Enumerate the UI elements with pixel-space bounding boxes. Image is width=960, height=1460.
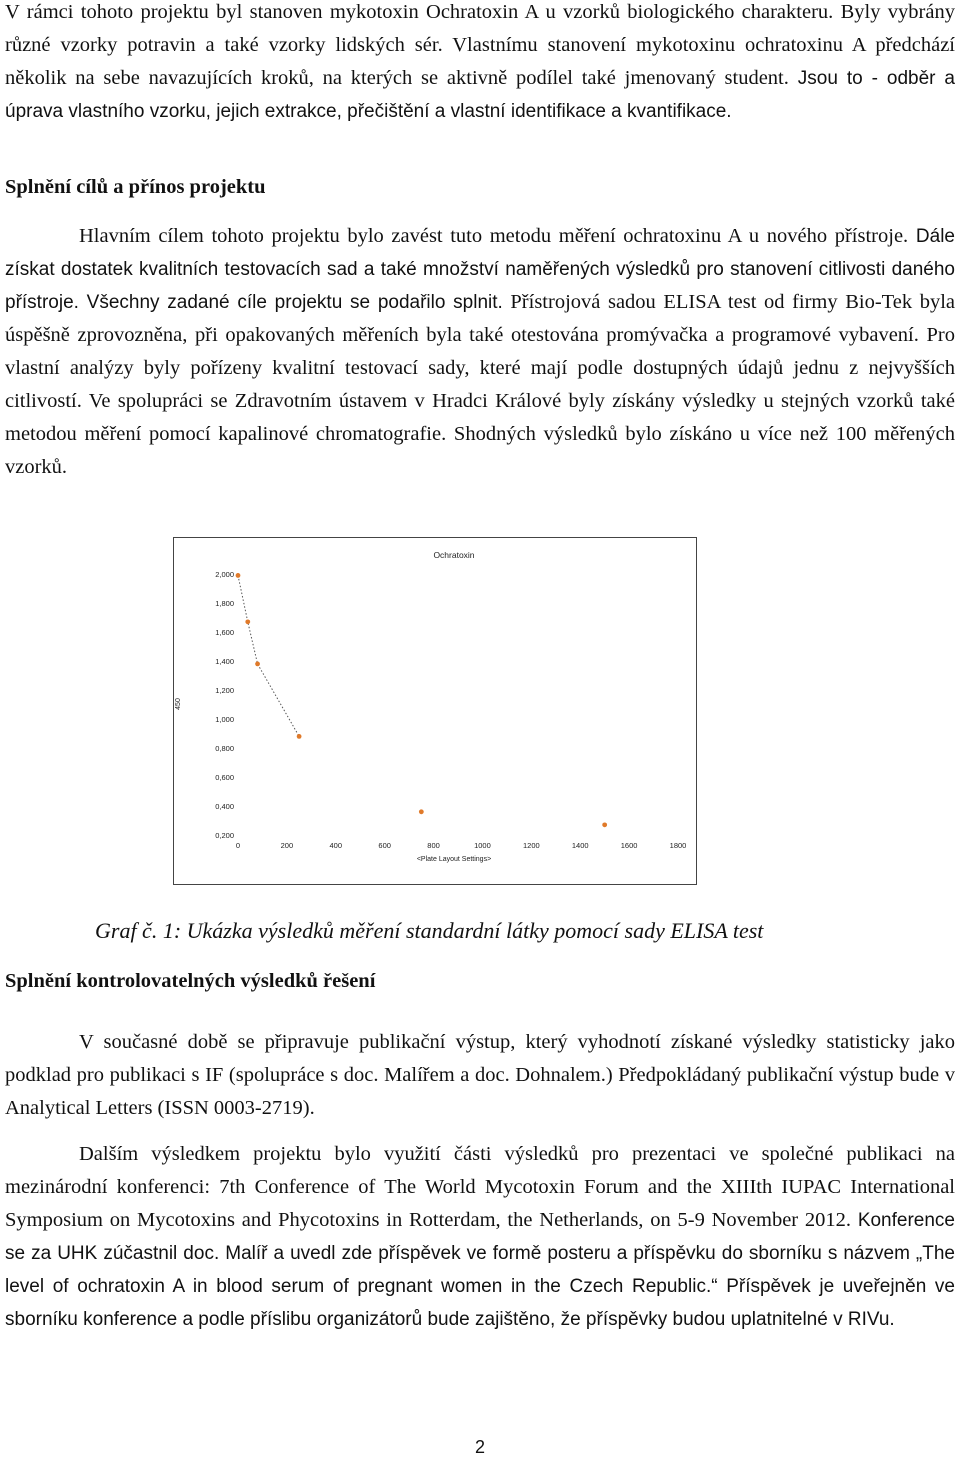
- data-point: [255, 662, 260, 667]
- x-tick-label: 600: [378, 841, 391, 850]
- ochratoxin-chart: [173, 537, 697, 885]
- intro-text-2: Jsou to - odběr a úprava vlastního vzorku, jejich extrakce, přečištění a vlastní identifikace a kvantifikace.: [5, 68, 955, 122]
- y-tick-label: 2,000: [215, 570, 234, 579]
- x-tick-label: 1000: [474, 841, 491, 850]
- intro-paragraph: [5, 0, 955, 128]
- goals-text-3: Přístrojová sadou ELISA test od firmy Bio-Tek byla úspěšně zprovozněna, při opakovaných měřeních byla také otestována promývačka a programové vybavení. Pro vlastní analýzy byly pořízeny kvalitní testovací sady, které mají podle dostupných údajů jednu z nejvyšších citlivostí. Ve spolupráci se Zdravotním ústavem v Hradci Králové byly získány výsledky u stejných vzorků také metodou měření pomocí kapalinové chromatografie. Shodných výsledků bylo získáno u více než 100 měřených vzorků.: [5, 291, 955, 478]
- chart-caption: Graf č. 1: Ukázka výsledků měření standardní látky pomocí sady ELISA test: [95, 918, 764, 943]
- intro-text-1: V rámci tohoto projektu byl stanoven mykotoxin Ochratoxin A u vzorků biologického charakteru. Byly vybrány různé vzorky potravin a také vzorky lidských sér. Vlastnímu stanovení mykotoxinu ochratoxinu A předchází několik na sebe navazujících kroků, na kterých se aktivně podílel také jmenovaný student.: [5, 1, 955, 89]
- chart-title: Ochratoxin: [433, 550, 475, 560]
- data-point: [419, 809, 424, 814]
- y-tick-label: 1,400: [215, 657, 234, 666]
- x-axis-label: <Plate Layout Settings>: [416, 856, 492, 863]
- y-tick-label: 0,200: [215, 831, 234, 840]
- results-paragraph-2: [5, 1138, 955, 1336]
- goals-text-2: Dále získat dostatek kvalitních testovacích sad a také množství naměřených výsledků pro stanovení citlivosti daného přístroje. Všechny zadané cíle projektu se podařilo splnit.: [5, 226, 955, 313]
- x-tick-label: 1400: [571, 841, 589, 850]
- data-point: [297, 734, 302, 739]
- x-tick-label: 200: [280, 841, 294, 850]
- data-point: [602, 822, 607, 827]
- y-tick-label: 0,400: [215, 802, 234, 811]
- goals-paragraph: [5, 220, 955, 484]
- section-heading-goals: Splnění cílů a přínos projektu: [5, 176, 266, 198]
- y-tick-label: 1,000: [215, 715, 234, 724]
- x-tick-label: 1200: [522, 841, 540, 850]
- y-tick-label: 1,600: [215, 628, 234, 637]
- data-point: [236, 573, 241, 578]
- y-tick-label: 0,600: [215, 773, 234, 782]
- goals-text-1: Hlavním cílem tohoto projektu bylo zavést tuto metodu měření ochratoxinu A u nového přístroje.: [79, 225, 909, 247]
- x-tick-label: 800: [427, 841, 440, 850]
- x-tick-label: 1800: [669, 841, 687, 850]
- x-tick-label: 400: [329, 841, 343, 850]
- y-tick-label: 1,200: [215, 686, 234, 695]
- results-paragraph-1: V současné době se připravuje publikační výstup, který vyhodnotí získané výsledky statisticky jako podklad pro publikaci s IF (spolupráce s doc. Malířem a doc. Dohnalem.) Předpokládaný publikační výstup bude v Analytical Letters (ISSN 0003-2719).: [5, 1031, 955, 1119]
- y-tick-label: 0,800: [215, 744, 234, 753]
- y-tick-label: 1,800: [215, 599, 234, 608]
- y-axis-label: 450: [175, 698, 182, 710]
- x-tick-label: 1600: [620, 841, 638, 850]
- section-heading-results: Splnění kontrolovatelných výsledků řešení: [5, 970, 376, 992]
- page-number: 2: [474, 1437, 485, 1457]
- x-tick-label: 0: [235, 841, 241, 850]
- fit-curve: [238, 575, 299, 736]
- results-text-2a: Dalším výsledkem projektu bylo využití části výsledků pro prezentaci ve společné publikaci na mezinárodní konferenci: 7th Conference of The World Mycotoxin Forum and the XIIIth IUPAC International Symposium on Mycotoxins and Phycotoxins in Rotterdam, the Netherlands, on 5-9 November 2012.: [5, 1143, 955, 1231]
- results-text-2b: Konference se za UHK zúčastnil doc. Malíř a uvedl zde příspěvek ve formě posteru a příspěvku do sborníku s názvem „The level of ochratoxin A in blood serum of pregnant women in the Czech Republic.“ Příspěvek je uveřejněn ve sborníku konference a podle příslibu organizátorů bude zajištěno, že příspěvky budou uplatnitelné v RIVu.: [5, 1210, 955, 1330]
- chart-svg: [174, 538, 696, 884]
- data-point: [245, 619, 250, 624]
